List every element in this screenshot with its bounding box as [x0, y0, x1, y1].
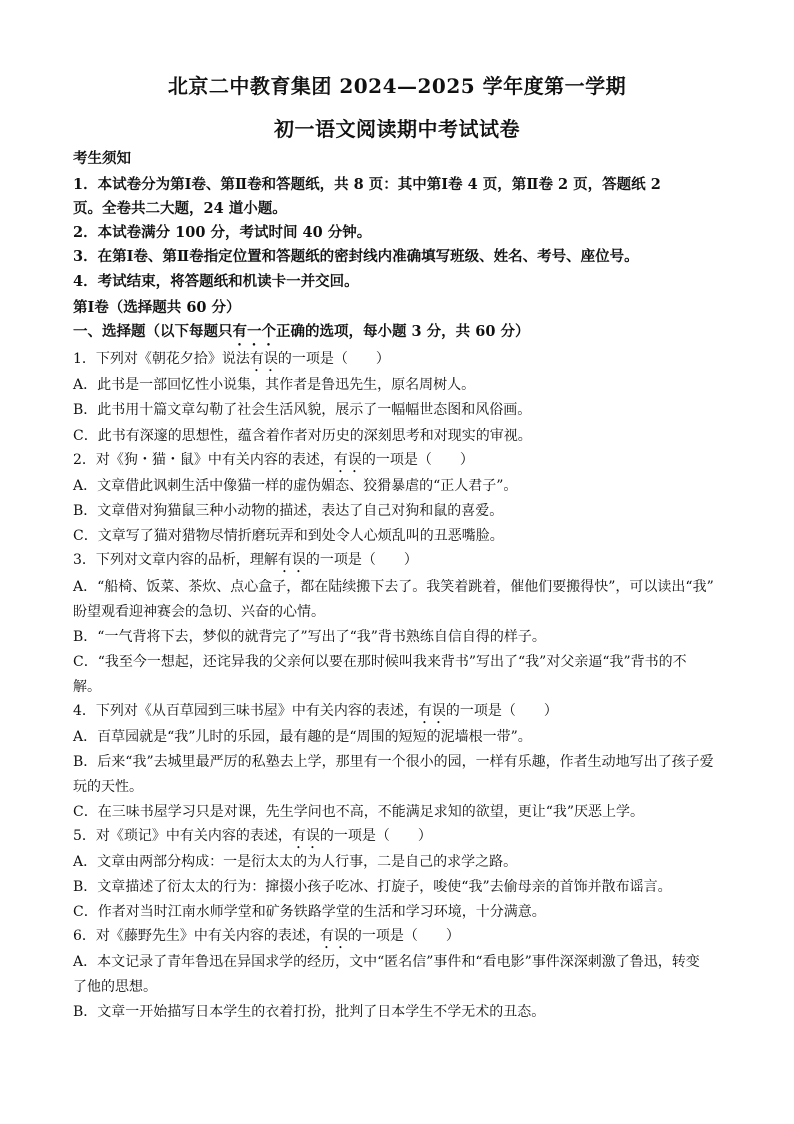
- question-1-option-b: B．此书用十篇文章勾勒了社会生活风貌，展示了一幅幅世态图和风俗画。: [73, 402, 532, 418]
- question-4-option-b: B．后来“我”去城里最严厉的私塾去上学，那里有一个很小的园，一样有乐趣，作者生动地写出了孩子爱: [73, 754, 714, 770]
- notice-item-4: 4．考试结束，将答题纸和机读卡一并交回。: [73, 273, 359, 290]
- question-5-option-a: A．文章由两部分构成：一是衍太太的为人行事，二是自己的求学之路。: [73, 854, 518, 870]
- exam-title: 北京二中教育集团 2024—2025 学年度第一学期: [167, 74, 627, 98]
- notice-item-1-cont: 页。全卷共二大题，24 道小题。: [73, 200, 287, 217]
- notice-item-1: 1．本试卷分为第Ⅰ卷、第Ⅱ卷和答题纸，共 8 页：其中第Ⅰ卷 4 页，第Ⅱ卷 2 页，答题纸 2: [73, 176, 661, 193]
- question-4-option-b-cont: 玩的天性。: [73, 779, 143, 795]
- question-3-option-a: A．“船椅、饭菜、茶炊、点心盒子，都在陆续搬下去了。我笑着跳着，催他们要搬得快”，可以读出“我”: [73, 579, 714, 595]
- question-3-option-b: B．“一气背将下去，梦似的就背完了”写出了“我”背书熟练自信自得的样子。: [73, 629, 546, 645]
- question-6-option-b: B．文章一开始描写日本学生的衣着打扮，批判了日本学生不学无术的丑态。: [73, 1004, 546, 1020]
- question-2-option-b: B．文章借对狗猫鼠三种小动物的描述，表达了自己对狗和鼠的喜爱。: [73, 503, 504, 519]
- question-6-option-a-cont: 了他的思想。: [73, 979, 157, 995]
- question-1-option-c: C．此书有深邃的思想性，蕴含着作者对历史的深刻思考和对现实的审视。: [73, 428, 532, 444]
- question-6-option-a: A．本文记录了青年鲁迅在异国求学的经历，文中“匿名信”事件和“看电影”事件深深刺激了鲁迅，转变: [73, 954, 700, 970]
- question-2-option-a: A．文章借此讽刺生活中像猫一样的虚伪媚态、狡猾暴虐的“正人君子”。: [73, 478, 518, 494]
- part-heading: 一、选择题（以下每题只有一个正确的选项，每小题 3 分，共 60 分）: [73, 323, 530, 340]
- question-1-stem: 1．下列对《朝花夕拾》说法有误的一项是（ ）: [73, 351, 390, 367]
- question-4-option-c: C．在三味书屋学习只是对课，先生学问也不高，不能满足求知的欲望，更让“我”厌恶上学。: [73, 804, 645, 820]
- question-5-option-b: B．文章描述了衍太太的行为：撺掇小孩子吃冰、打旋子，唆使“我”去偷母亲的首饰并散布谣言。: [73, 879, 672, 895]
- notice-item-3: 3．在第Ⅰ卷、第Ⅱ卷指定位置和答题纸的密封线内准确填写班级、姓名、考号、座位号。: [73, 248, 639, 265]
- question-4-option-a: A．百草园就是“我”儿时的乐园，最有趣的是“周围的短短的泥墙根一带”。: [73, 729, 532, 745]
- question-2-option-c: C．文章写了猫对猎物尽情折磨玩弄和到处令人心烦乱叫的丑恶嘴脸。: [73, 528, 504, 544]
- exam-subtitle: 初一语文阅读期中考试试卷: [274, 117, 520, 141]
- question-6-stem: 6．对《藤野先生》中有关内容的表述，有误的一项是（ ）: [73, 928, 460, 944]
- question-5-option-c: C．作者对当时江南水师学堂和矿务铁路学堂的生活和学习环境，十分满意。: [73, 904, 546, 920]
- question-3-option-a-cont: 盼望观看迎神赛会的急切、兴奋的心情。: [73, 604, 325, 620]
- question-4-stem: 4．下列对《从百草园到三味书屋》中有关内容的表述，有误的一项是（ ）: [73, 703, 558, 719]
- question-5-stem: 5．对《琐记》中有关内容的表述，有误的一项是（ ）: [73, 828, 432, 844]
- question-3-stem: 3．下列对文章内容的品析，理解有误的一项是（ ）: [73, 552, 418, 568]
- volume-heading: 第Ⅰ卷（选择题共 60 分）: [73, 299, 241, 316]
- question-3-option-c-cont: 解。: [73, 679, 101, 695]
- notice-heading: 考生须知: [73, 150, 131, 167]
- question-2-stem: 2．对《狗・猫・鼠》中有关内容的表述，有误的一项是（ ）: [73, 452, 474, 468]
- question-3-option-c: C．“我至今一想起，还诧异我的父亲何以要在那时候叫我来背书”写出了“我”对父亲逼“我”背书的不: [73, 654, 687, 670]
- question-1-option-a: A．此书是一部回忆性小说集，其作者是鲁迅先生，原名周树人。: [73, 377, 476, 393]
- notice-item-2: 2．本试卷满分 100 分，考试时间 40 分钟。: [73, 224, 372, 241]
